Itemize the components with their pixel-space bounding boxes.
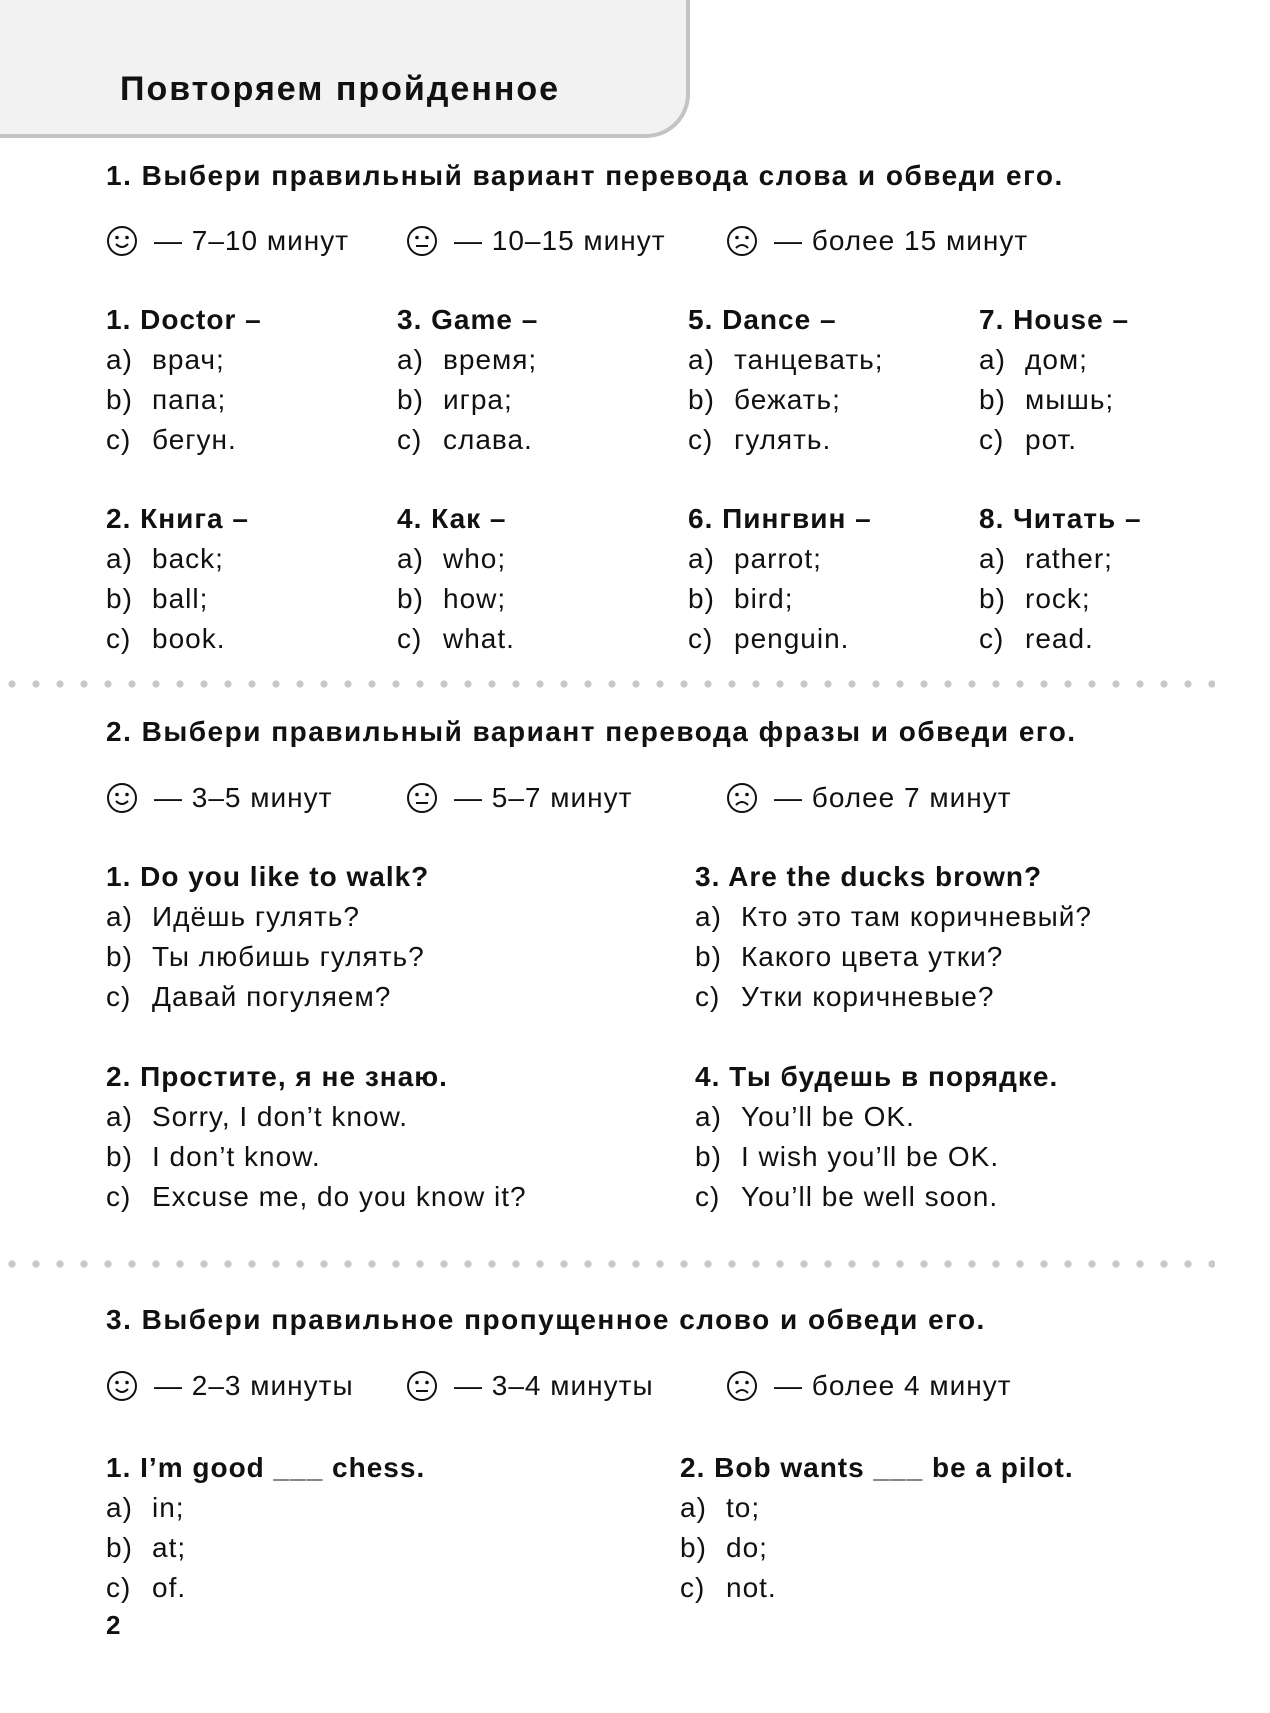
timing-ok [406,225,666,257]
option-letter: a) [695,1101,722,1132]
option-letter: b) [680,1532,707,1563]
option-letter: c) [695,981,721,1012]
option-text: папа; [152,384,227,415]
answer-option[interactable] [695,1097,1058,1137]
dotted-separator [0,1260,1215,1268]
answer-option[interactable] [397,380,538,420]
answer-option[interactable] [688,380,884,420]
option-letter: b) [106,941,133,972]
option-text: ball; [152,583,209,614]
option-letter: c) [106,1572,132,1603]
answer-option[interactable] [106,897,429,937]
option-letter: c) [688,623,714,654]
option-text: Кто это там коричневый? [741,901,1093,932]
answer-option[interactable] [688,539,872,579]
answer-option[interactable] [688,420,884,460]
answer-option[interactable] [106,1528,425,1568]
option-letter: b) [688,384,715,415]
answer-option[interactable] [397,420,538,460]
option-letter: b) [106,583,133,614]
answer-option[interactable] [979,340,1129,380]
smiley-sad-icon [726,225,758,257]
question-item [688,300,884,460]
option-text: врач; [152,344,225,375]
timing-bad-label: — более 7 минут [774,782,1012,813]
answer-option[interactable] [397,579,515,619]
timing-good-label: — 2–3 минуты [154,1370,354,1401]
question-stem: 2. Bob wants ___ be a pilot. [680,1452,1074,1483]
option-text: not. [726,1572,777,1603]
timing-bad [726,225,1028,257]
option-letter: a) [979,543,1006,574]
option-letter: c) [106,1181,132,1212]
task-2-title: 2. Выбери правильный вариант перевода фразы и обведи его. [106,716,1077,747]
question-stem: 1. I’m good ___ chess. [106,1452,426,1483]
timing-bad-label: — более 15 минут [774,225,1029,256]
answer-option[interactable] [106,340,262,380]
option-letter: a) [106,344,133,375]
option-text: how; [443,583,507,614]
option-text: who; [443,543,507,574]
answer-option[interactable] [106,1568,425,1608]
question-stem: 7. House – [979,304,1130,335]
answer-option[interactable] [106,1137,527,1177]
header-tab [0,0,690,138]
smiley-happy-icon [106,1370,138,1402]
task-1-title: 1. Выбери правильный вариант перевода слова и обведи его. [106,160,1064,191]
option-text: I don’t know. [152,1141,321,1172]
smiley-neutral-icon [406,1370,438,1402]
answer-option[interactable] [106,420,262,460]
answer-option[interactable] [106,539,249,579]
timing-good-label: — 7–10 минут [154,225,350,256]
answer-option[interactable] [106,619,249,659]
question-stem: 8. Читать – [979,503,1142,534]
answer-option[interactable] [106,380,262,420]
option-letter: c) [688,424,714,455]
timing-good [106,1370,354,1402]
answer-option[interactable] [688,340,884,380]
option-letter: a) [979,344,1006,375]
dotted-separator [0,680,1215,688]
option-letter: b) [695,941,722,972]
answer-option[interactable] [979,420,1129,460]
question-item [397,300,538,460]
option-text: You’ll be well soon. [741,1181,999,1212]
option-letter: a) [688,543,715,574]
option-letter: a) [106,543,133,574]
option-text: Ты любишь гулять? [152,941,425,972]
option-letter: b) [106,1532,133,1563]
option-letter: b) [106,384,133,415]
option-text: время; [443,344,538,375]
option-letter: c) [979,623,1005,654]
option-letter: a) [688,344,715,375]
option-text: bird; [734,583,794,614]
option-text: book. [152,623,226,654]
option-text: to; [726,1492,761,1523]
option-text: parrot; [734,543,822,574]
answer-option[interactable] [695,1137,1058,1177]
question-stem: 3. Game – [397,304,539,335]
option-letter: c) [106,424,132,455]
question-stem: 2. Простите, я не знаю. [106,1061,448,1092]
question-item [695,857,1092,1017]
timing-ok [406,782,632,814]
timing-bad [726,1370,1012,1402]
timing-ok-label: — 10–15 минут [454,225,666,256]
option-text: do; [726,1532,768,1563]
answer-option[interactable] [979,619,1142,659]
question-item [688,499,872,659]
option-letter: a) [397,344,424,375]
option-letter: c) [979,424,1005,455]
timing-good [106,782,332,814]
answer-option[interactable] [695,897,1092,937]
question-item [979,499,1142,659]
question-stem: 4. Как – [397,503,507,534]
answer-option[interactable] [680,1528,1074,1568]
timing-good [106,225,349,257]
timing-bad [726,782,1012,814]
option-letter: b) [979,384,1006,415]
question-item [680,1448,1074,1608]
answer-option[interactable] [695,937,1092,977]
answer-option[interactable] [106,977,429,1017]
answer-option[interactable] [106,937,429,977]
question-item [106,499,249,659]
option-letter: b) [695,1141,722,1172]
option-text: Идёшь гулять? [152,901,360,932]
option-text: at; [152,1532,187,1563]
option-text: what. [443,623,515,654]
option-letter: b) [397,583,424,614]
answer-option[interactable] [680,1568,1074,1608]
option-text: of. [152,1572,187,1603]
option-text: I wish you’ll be OK. [741,1141,1000,1172]
answer-option[interactable] [979,579,1142,619]
answer-option[interactable] [979,380,1129,420]
question-stem: 1. Do you like to walk? [106,861,430,892]
option-text: бегун. [152,424,237,455]
page-title: Повторяем пройденное [120,70,561,108]
question-stem: 4. Ты будешь в порядке. [695,1061,1059,1092]
option-letter: c) [695,1181,721,1212]
smiley-happy-icon [106,225,138,257]
option-letter: b) [979,583,1006,614]
option-text: танцевать; [734,344,884,375]
answer-option[interactable] [688,619,872,659]
option-letter: a) [695,901,722,932]
question-item [106,1057,527,1217]
question-stem: 2. Книга – [106,503,249,534]
option-text: in; [152,1492,185,1523]
answer-option[interactable] [106,1097,527,1137]
timing-good-label: — 3–5 минут [154,782,333,813]
question-stem: 1. Doctor – [106,304,262,335]
answer-option[interactable] [397,340,538,380]
option-letter: c) [397,424,423,455]
answer-option[interactable] [106,1177,527,1217]
question-item [106,857,429,1017]
smiley-sad-icon [726,1370,758,1402]
smiley-neutral-icon [406,782,438,814]
option-letter: b) [688,583,715,614]
option-text: back; [152,543,224,574]
answer-option[interactable] [680,1488,1074,1528]
option-letter: a) [680,1492,707,1523]
option-text: гулять. [734,424,832,455]
option-letter: c) [106,623,132,654]
question-item [397,499,515,659]
option-text: рот. [1025,424,1078,455]
question-item [106,1448,425,1608]
option-letter: a) [106,901,133,932]
option-text: бежать; [734,384,841,415]
smiley-happy-icon [106,782,138,814]
question-stem: 3. Are the ducks brown? [695,861,1043,892]
option-text: Excuse me, do you know it? [152,1181,527,1212]
option-letter: c) [397,623,423,654]
option-text: You’ll be OK. [741,1101,915,1132]
answer-option[interactable] [106,579,249,619]
option-text: rock; [1025,583,1091,614]
answer-option[interactable] [695,977,1092,1017]
question-item [106,300,262,460]
option-letter: a) [106,1101,133,1132]
option-text: дом; [1025,344,1088,375]
option-text: rather; [1025,543,1113,574]
option-text: penguin. [734,623,850,654]
answer-option[interactable] [979,539,1142,579]
answer-option[interactable] [688,579,872,619]
smiley-sad-icon [726,782,758,814]
option-text: Утки коричневые? [741,981,995,1012]
question-item [979,300,1129,460]
timing-ok-label: — 5–7 минут [454,782,633,813]
option-text: слава. [443,424,533,455]
timing-ok-label: — 3–4 минуты [454,1370,654,1401]
option-text: read. [1025,623,1094,654]
option-letter: c) [106,981,132,1012]
answer-option[interactable] [397,539,515,579]
smiley-neutral-icon [406,225,438,257]
question-item [695,1057,1058,1217]
option-text: игра; [443,384,513,415]
option-letter: a) [106,1492,133,1523]
task-3-title: 3. Выбери правильное пропущенное слово и обведи его. [106,1304,986,1335]
option-text: Давай погуляем? [152,981,392,1012]
option-text: мышь; [1025,384,1115,415]
timing-bad-label: — более 4 минут [774,1370,1012,1401]
question-stem: 5. Dance – [688,304,837,335]
option-letter: b) [106,1141,133,1172]
question-stem: 6. Пингвин – [688,503,872,534]
option-text: Sorry, I don’t know. [152,1101,409,1132]
answer-option[interactable] [695,1177,1058,1217]
option-letter: a) [397,543,424,574]
option-letter: b) [397,384,424,415]
answer-option[interactable] [106,1488,425,1528]
timing-ok [406,1370,654,1402]
option-text: Какого цвета утки? [741,941,1004,972]
option-letter: c) [680,1572,706,1603]
answer-option[interactable] [397,619,515,659]
page-number: 2 [106,1610,121,1640]
